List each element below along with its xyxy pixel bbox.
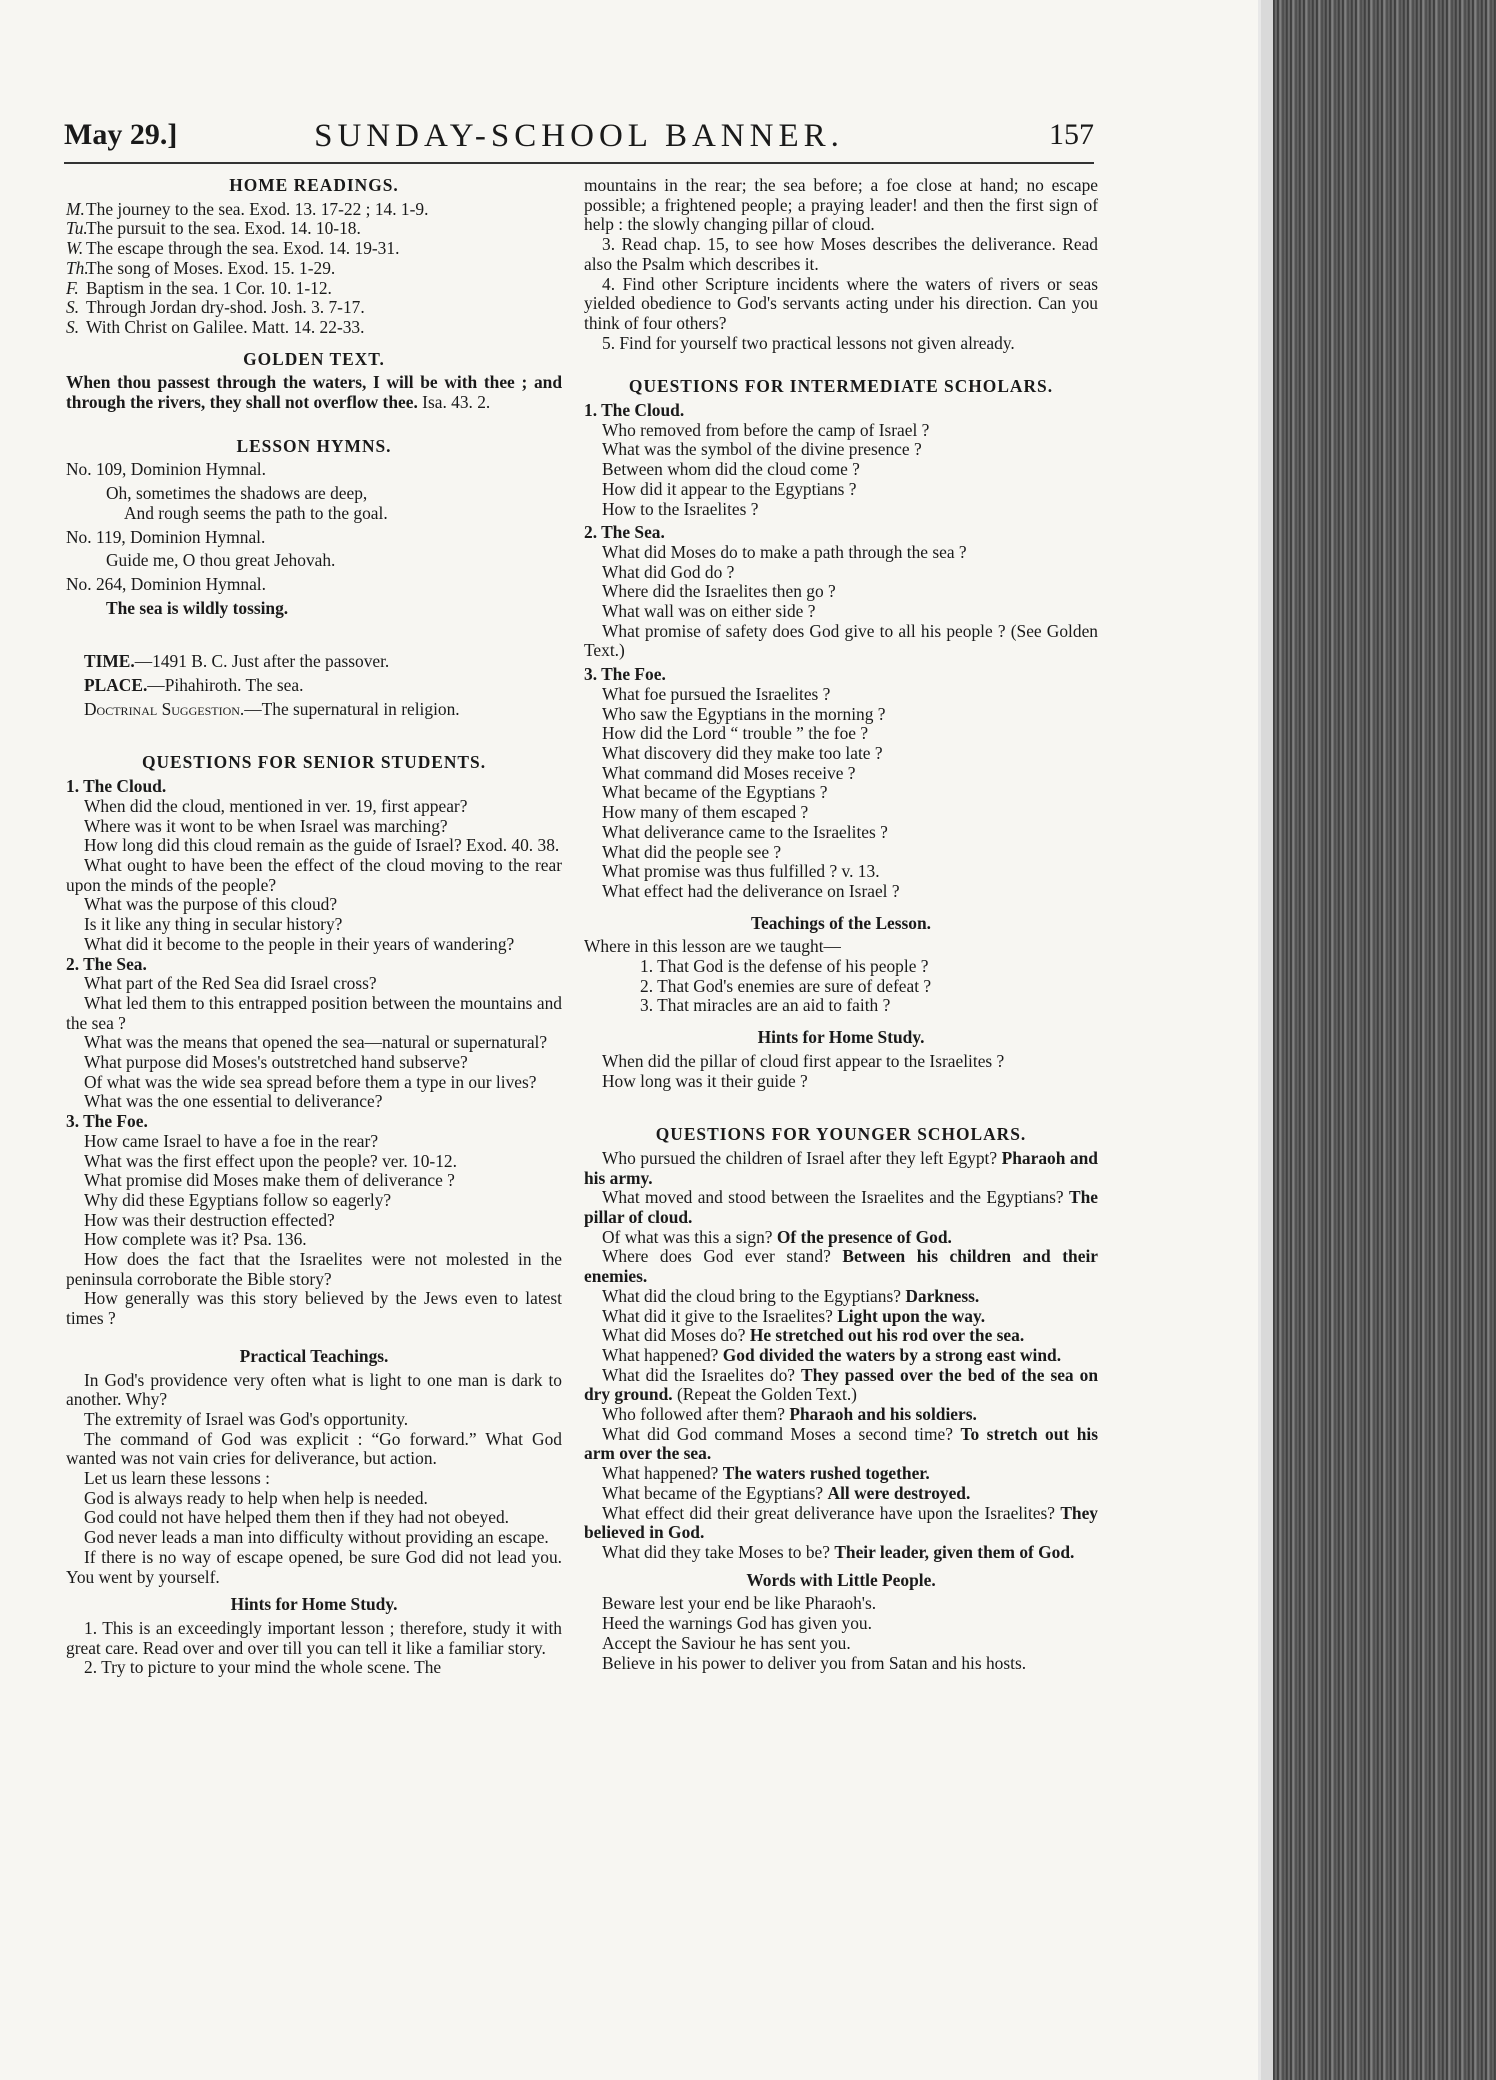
hymn-line: Oh, sometimes the shadows are deep, — [106, 483, 368, 504]
question: How long did this cloud remain as the guide of Israel? Exod. 40. 38. — [84, 835, 560, 856]
qa-item: What did they take Moses to be? Their leader, given them of God. — [602, 1542, 1075, 1562]
time-line: TIME.—1491 B. C. Just after the passover. — [84, 651, 390, 672]
words-line: Beware lest your end be like Pharaoh's. — [602, 1593, 877, 1614]
question: Of what was the wide sea spread before them a type in our lives? — [84, 1071, 537, 1092]
hymn-line: Guide me, O thou great Jehovah. — [106, 550, 336, 571]
golden-text-heading: GOLDEN TEXT. — [243, 348, 385, 369]
header-date: May 29.] — [64, 118, 178, 151]
teaching-para: God is always ready to help when help is needed. — [84, 1487, 428, 1508]
question: Where did the Israelites then go ? — [602, 581, 836, 602]
question: What did the people see ? — [602, 841, 782, 862]
reading-item: Tu. The pursuit to the sea. Exod. 14. 10-18. — [66, 218, 361, 239]
question: How was their destruction effected? — [84, 1209, 335, 1230]
question: What discovery did they make too late ? — [602, 742, 883, 763]
teachings-heading: Teachings of the Lesson. — [750, 912, 932, 933]
question: How does the fact that the Israelites were not molested in the peninsula corroborate the Bible story? — [66, 1249, 562, 1289]
teaching-para: The extremity of Israel was God's opportunity. — [84, 1408, 409, 1429]
words-line: Believe in his power to deliver you from Satan and his hosts. — [602, 1652, 1027, 1673]
page-number: 157 — [1049, 118, 1094, 151]
qa-item: What effect did their great deliverance have upon the Israelites? They believed in God. — [584, 1502, 1098, 1543]
question: What did Moses do to make a path through the sea ? — [602, 541, 967, 562]
teaching-item: 2. That God's enemies are sure of defeat ? — [640, 975, 932, 996]
right-column — [584, 176, 1098, 1673]
question: What was the purpose of this cloud? — [84, 894, 338, 915]
intermediate-section-title: 3. The Foe. — [584, 664, 666, 685]
teaching-para: God never leads a man into difficulty without providing an escape. — [84, 1527, 549, 1548]
question: What ought to have been the effect of the cloud moving to the rear upon the minds of the people? — [66, 854, 562, 895]
question: What promise of safety does God give to all his people ? (See Golden Text.) — [584, 620, 1098, 661]
question: How complete was it? Psa. 136. — [84, 1229, 307, 1250]
teaching-item: 1. That God is the defense of his people ? — [640, 956, 929, 977]
question: What promise did Moses make them of deliverance ? — [84, 1170, 455, 1191]
question: How to the Israelites ? — [602, 498, 759, 519]
teaching-item: 3. That miracles are an aid to faith ? — [640, 995, 891, 1016]
reading-item: F. Baptism in the sea. 1 Cor. 10. 1-12. — [66, 277, 332, 298]
intermediate-questions-heading: QUESTIONS FOR INTERMEDIATE SCHOLARS. — [628, 376, 1054, 397]
senior-section-title: 2. The Sea. — [66, 953, 147, 974]
hymn-ref: No. 109, Dominion Hymnal. — [66, 459, 266, 480]
doctrinal-suggestion: Doctrinal Suggestion.—The supernatural in religion. — [84, 698, 460, 719]
teaching-para: In God's providence very often what is light to one man is dark to another. Why? — [66, 1369, 562, 1410]
hints-para: 2. Try to picture to your mind the whole scene. The — [84, 1657, 442, 1678]
qa-item: What did the Israelites do? They passed over the bed of the sea on dry ground. (Repeat the Golden Text.) — [584, 1364, 1098, 1405]
words-heading: Words with Little People. — [746, 1569, 936, 1590]
question: What became of the Egyptians ? — [602, 782, 828, 803]
continued-para: 4. Find other Scripture incidents where the waters of rivers or seas yielded obedience to God's servants acting under his direction. Can you think of four others? — [584, 273, 1098, 333]
question: What part of the Red Sea did Israel cross? — [84, 973, 377, 994]
left-column — [66, 176, 562, 1678]
hints-heading: Hints for Home Study. — [757, 1027, 925, 1048]
reading-item: S. Through Jordan dry-shod. Josh. 3. 7-17. — [66, 297, 365, 318]
question: What did it become to the people in their years of wandering? — [84, 933, 515, 954]
words-line: Heed the warnings God has given you. — [602, 1613, 872, 1634]
question: Between whom did the cloud come ? — [602, 459, 860, 480]
question: How many of them escaped ? — [602, 802, 809, 823]
question: When did the pillar of cloud first appear to the Israelites ? — [602, 1050, 1005, 1071]
hymn-ref: No. 264, Dominion Hymnal. — [66, 573, 266, 594]
reading-item: W. The escape through the sea. Exod. 14. 19-31. — [66, 238, 400, 259]
golden-text: When thou passest through the waters, I will be with thee ; and through the rivers, they shall not overflow thee. Isa. 43. 2. — [66, 372, 562, 413]
reading-item: S. With Christ on Galilee. Matt. 14. 22-33. — [66, 316, 365, 337]
question: How did it appear to the Egyptians ? — [602, 478, 857, 499]
question: What purpose did Moses's outstretched hand subserve? — [84, 1052, 468, 1073]
question: Is it like any thing in secular history? — [84, 914, 343, 935]
qa-item: What did the cloud bring to the Egyptians? Darkness. — [602, 1285, 980, 1306]
question: How did the Lord “ trouble ” the foe ? — [602, 723, 869, 744]
question: When did the cloud, mentioned in ver. 19, first appear? — [84, 795, 468, 816]
question: What led them to this entrapped position between the mountains and the sea ? — [66, 992, 562, 1033]
intermediate-section-title: 1. The Cloud. — [584, 400, 685, 421]
senior-section-title: 3. The Foe. — [66, 1111, 148, 1132]
qa-item: Of what was this a sign? Of the presence of God. — [602, 1226, 952, 1247]
words-line: Accept the Saviour he has sent you. — [602, 1632, 851, 1653]
hymn-line: And rough seems the path to the goal. — [124, 502, 388, 523]
question: What effect had the deliverance on Israel ? — [602, 880, 900, 901]
question: Who saw the Egyptians in the morning ? — [602, 703, 886, 724]
question: What wall was on either side ? — [602, 601, 816, 622]
qa-item: What happened? God divided the waters by a strong east wind. — [602, 1344, 1062, 1365]
teaching-para: If there is no way of escape opened, be sure God did not lead you. You went by yourself. — [66, 1546, 562, 1587]
home-readings-heading: HOME READINGS. — [229, 175, 399, 195]
qa-item: Where does God ever stand? Between his children and their enemies. — [584, 1246, 1098, 1287]
qa-item: Who pursued the children of Israel after they left Egypt? Pharaoh and his army. — [584, 1147, 1098, 1188]
reading-item: M. The journey to the sea. Exod. 13. 17-22 ; 14. 1-9. — [66, 198, 429, 219]
senior-section-title: 1. The Cloud. — [66, 776, 167, 797]
question: What deliverance came to the Israelites ? — [602, 821, 888, 842]
practical-teachings-heading: Practical Teachings. — [239, 1345, 389, 1366]
teaching-para: The command of God was explicit : “Go forward.” What God wanted was not vain cries for deliverance, but action. — [66, 1428, 562, 1469]
place-line: PLACE.—Pihahiroth. The sea. — [84, 675, 304, 696]
lesson-hymns-heading: LESSON HYMNS. — [236, 435, 392, 456]
question: What was the one essential to deliverance? — [84, 1091, 383, 1112]
question: What command did Moses receive ? — [602, 762, 856, 783]
question: What promise was thus fulfilled ? v. 13. — [602, 861, 880, 882]
page-header — [64, 118, 1094, 164]
question: How long was it their guide ? — [602, 1070, 808, 1091]
book-page-edge — [1258, 0, 1496, 2080]
question: What foe pursued the Israelites ? — [602, 683, 831, 704]
qa-item: What moved and stood between the Israelites and the Egyptians? The pillar of cloud. — [584, 1187, 1098, 1228]
reading-item: Th. The song of Moses. Exod. 15. 1-29. — [66, 257, 336, 278]
question: What was the means that opened the sea—natural or supernatural? — [84, 1032, 548, 1053]
question: Who removed from before the camp of Israel ? — [602, 419, 930, 440]
teachings-intro: Where in this lesson are we taught— — [584, 936, 841, 957]
qa-item: What did God command Moses a second time? To stretch out his arm over the sea. — [584, 1423, 1098, 1464]
qa-item: What became of the Egyptians? All were destroyed. — [602, 1482, 971, 1503]
question: What did God do ? — [602, 561, 735, 582]
qa-item: What did Moses do? He stretched out his rod over the sea. — [602, 1325, 1025, 1346]
question: What was the symbol of the divine presence ? — [602, 439, 922, 460]
hints-para: 1. This is an exceedingly important lesson ; therefore, study it with great care. Read over and over till you can tell it like a familiar story. — [66, 1618, 562, 1658]
teaching-para: God could not have helped them then if they had not obeyed. — [84, 1507, 509, 1528]
hints-heading: Hints for Home Study. — [230, 1594, 398, 1615]
teaching-para: Let us learn these lessons : — [84, 1468, 270, 1489]
intermediate-section-title: 2. The Sea. — [584, 522, 665, 543]
home-readings-list — [66, 200, 562, 338]
continued-para: 5. Find for yourself two practical lessons not given already. — [602, 332, 1015, 353]
hymn-ref: No. 119, Dominion Hymnal. — [66, 526, 266, 547]
question: How came Israel to have a foe in the rear? — [84, 1130, 379, 1151]
question: Where was it wont to be when Israel was marching? — [84, 815, 448, 836]
question: Why did these Egyptians follow so eagerly? — [84, 1189, 392, 1210]
continued-para: mountains in the rear; the sea before; a foe close at hand; no escape possible; a frightened people; a praying leader! and then the first sign of help : the slowly changing pillar of cloud. — [584, 175, 1098, 235]
continued-para: 3. Read chap. 15, to see how Moses describes the deliverance. Read also the Psalm which describes it. — [584, 234, 1098, 274]
hymn-line: The sea is wildly tossing. — [106, 597, 289, 618]
question: What was the first effect upon the people? ver. 10-12. — [84, 1150, 457, 1171]
qa-item: What happened? The waters rushed together. — [602, 1463, 930, 1484]
younger-questions-heading: QUESTIONS FOR YOUNGER SCHOLARS. — [655, 1124, 1027, 1145]
header-title: SUNDAY-SCHOOL BANNER. — [314, 118, 844, 154]
question: How generally was this story believed by the Jews even to latest times ? — [66, 1288, 562, 1329]
senior-questions-heading: QUESTIONS FOR SENIOR STUDENTS. — [141, 752, 487, 773]
qa-item: Who followed after them? Pharaoh and his soldiers. — [602, 1404, 977, 1425]
qa-item: What did it give to the Israelites? Light upon the way. — [602, 1305, 986, 1326]
